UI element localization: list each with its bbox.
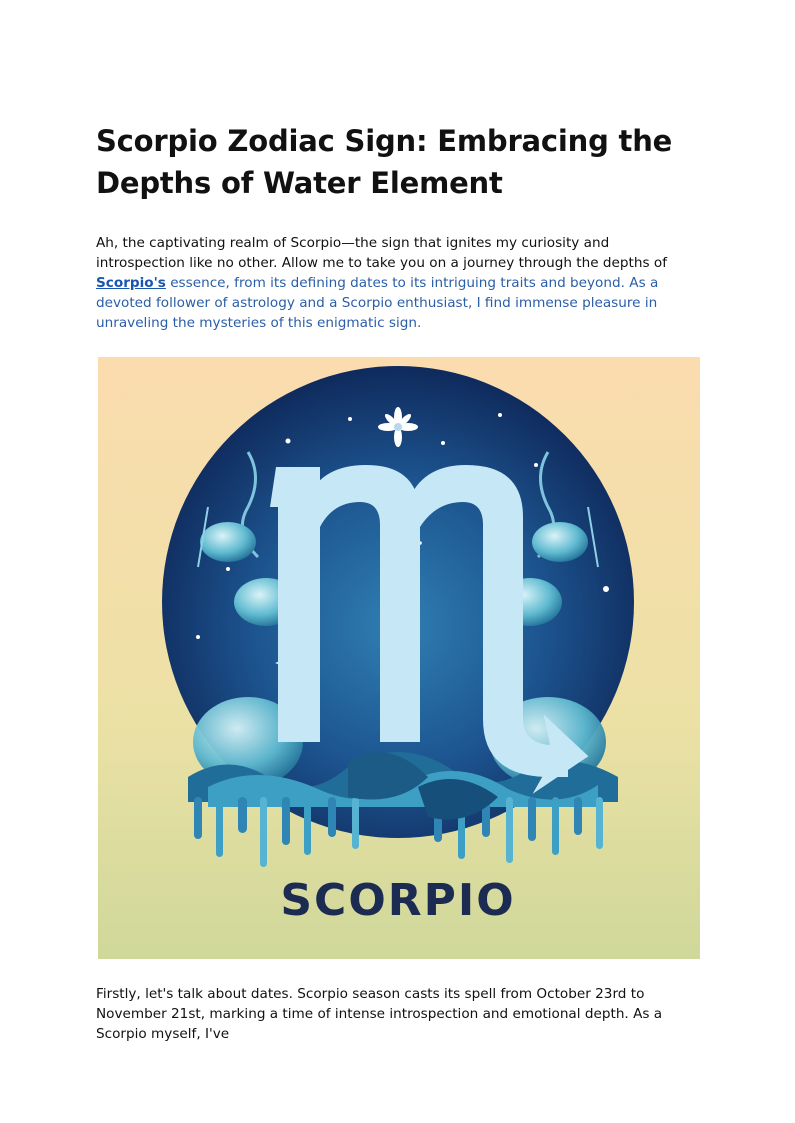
intro-text: Ah, the captivating realm of Scorpio—the sign that ignites my curiosity and introspection like no other. Allow me to take you on a journey through the depths of (96, 235, 668, 271)
scorpio-illustration (98, 357, 700, 959)
intro-paragraph (96, 233, 696, 333)
scorpio-link[interactable]: Scorpio's (96, 275, 166, 291)
intro-highlighted-text: essence, from its defining dates to its intriguing traits and beyond. As a devoted follower of astrology and a Scorpio enthusiast, I find immense pleasure in unraveling the mysteries of this enigmatic sign. (96, 275, 659, 331)
article-title: Scorpio Zodiac Sign: Embracing the Depths of Water Element (96, 124, 673, 200)
dates-paragraph: Firstly, let's talk about dates. Scorpio season casts its spell from October 23rd to November 21st, marking a time of intense introspection and emotional depth. As a Scorpio myself, I've (96, 986, 663, 1042)
image-caption-text: SCORPIO (280, 875, 516, 926)
